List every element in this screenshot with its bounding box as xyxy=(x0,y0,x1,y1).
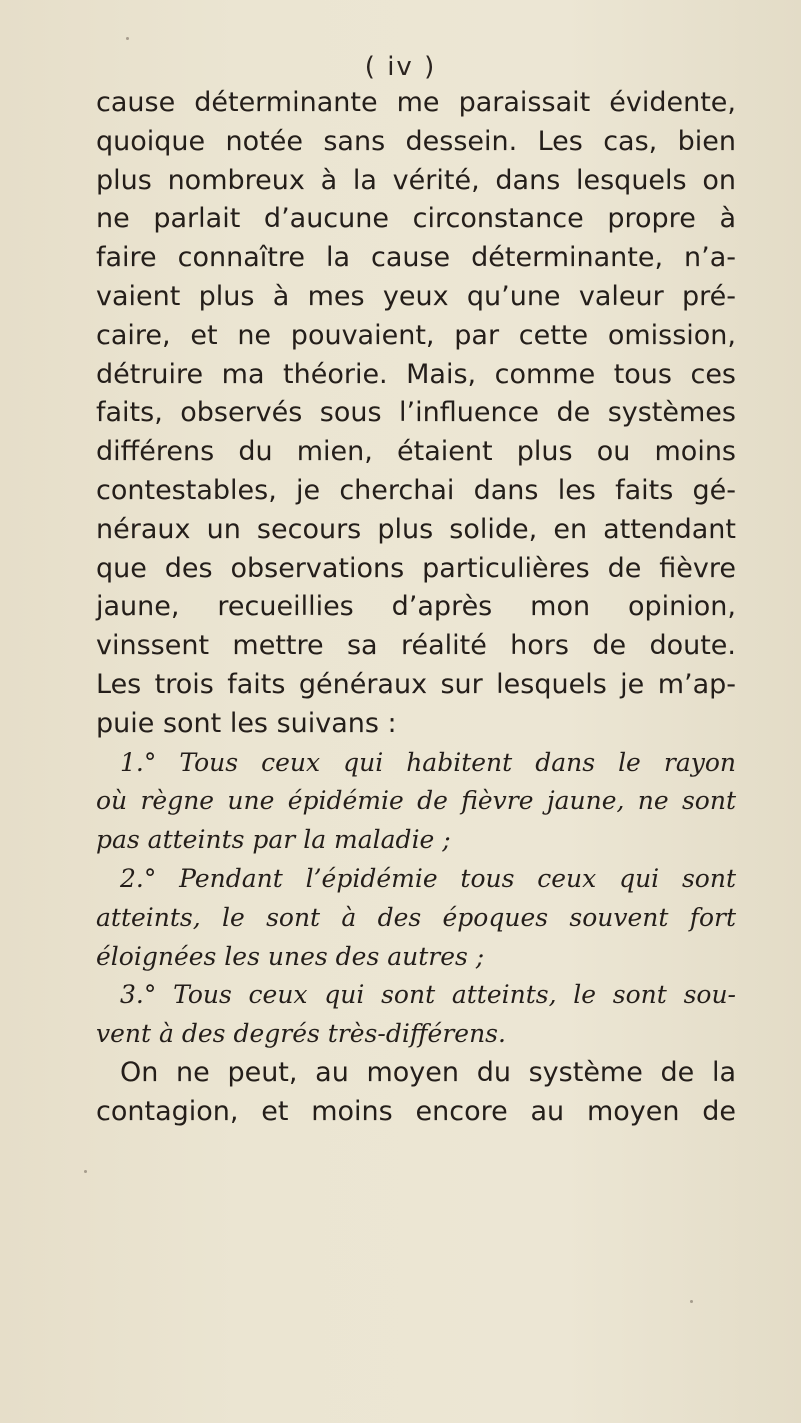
paper-speck xyxy=(126,37,129,40)
text-line: plus nombreux à la vérité, dans lesquels on xyxy=(96,164,736,196)
list-item-2-end: éloignées les unes des autres ; xyxy=(96,941,485,971)
text-line: ne parlait d’aucune circonstance propre à xyxy=(96,203,736,235)
body-text xyxy=(96,84,736,1132)
text-line: puie sont les suivans : xyxy=(96,707,397,739)
list-item-2-cont: atteints, le sont à des époques souvent fort xyxy=(96,902,736,932)
text-line: que des observations particulières de fièvre xyxy=(96,552,736,584)
text-line: détruire ma théorie. Mais, comme tous ces xyxy=(96,358,736,390)
list-item-1-end: pas atteints par la maladie ; xyxy=(96,825,451,855)
text-line: néraux un secours plus solide, en attendant xyxy=(96,513,736,545)
text-line: faits, observés sous l’influence de systèmes xyxy=(96,397,736,429)
text-line: caire, et ne pouvaient, par cette omission, xyxy=(96,319,736,351)
text-line: contagion, et moins encore au moyen de xyxy=(96,1095,736,1127)
text-line: On ne peut, au moyen du système de la xyxy=(120,1056,736,1088)
list-item-2: 2.° Pendant l’épidémie tous ceux qui sont xyxy=(120,863,736,893)
text-line: quoique notée sans dessein. Les cas, bien xyxy=(96,125,736,157)
text-line: différens du mien, étaient plus ou moins xyxy=(96,436,736,468)
paper-speck xyxy=(84,1170,87,1173)
text-line: contestables, je cherchai dans les faits gé- xyxy=(96,474,736,506)
paper-speck xyxy=(690,1300,693,1303)
list-item-1-cont: où règne une épidémie de fièvre jaune, ne sont xyxy=(96,786,736,816)
list-item-1: 1.° Tous ceux qui habitent dans le rayon xyxy=(120,747,736,777)
text-line: vinssent mettre sa réalité hors de doute. xyxy=(96,630,736,662)
text-line: cause déterminante me paraissait évidente, xyxy=(96,87,736,118)
text-line: Les trois faits généraux sur lesquels je m’ap- xyxy=(96,668,736,700)
text-line: vaient plus à mes yeux qu’une valeur pré- xyxy=(96,280,736,312)
list-item-3-end: vent à des degrés très-différens. xyxy=(96,1019,506,1049)
list-item-3: 3.° Tous ceux qui sont atteints, le sont sou- xyxy=(120,980,736,1010)
text-line: faire connaître la cause déterminante, n’a- xyxy=(96,242,736,274)
page-number: ( iv ) xyxy=(364,52,437,82)
text-line: jaune, recueillies d’après mon opinion, xyxy=(96,591,736,623)
